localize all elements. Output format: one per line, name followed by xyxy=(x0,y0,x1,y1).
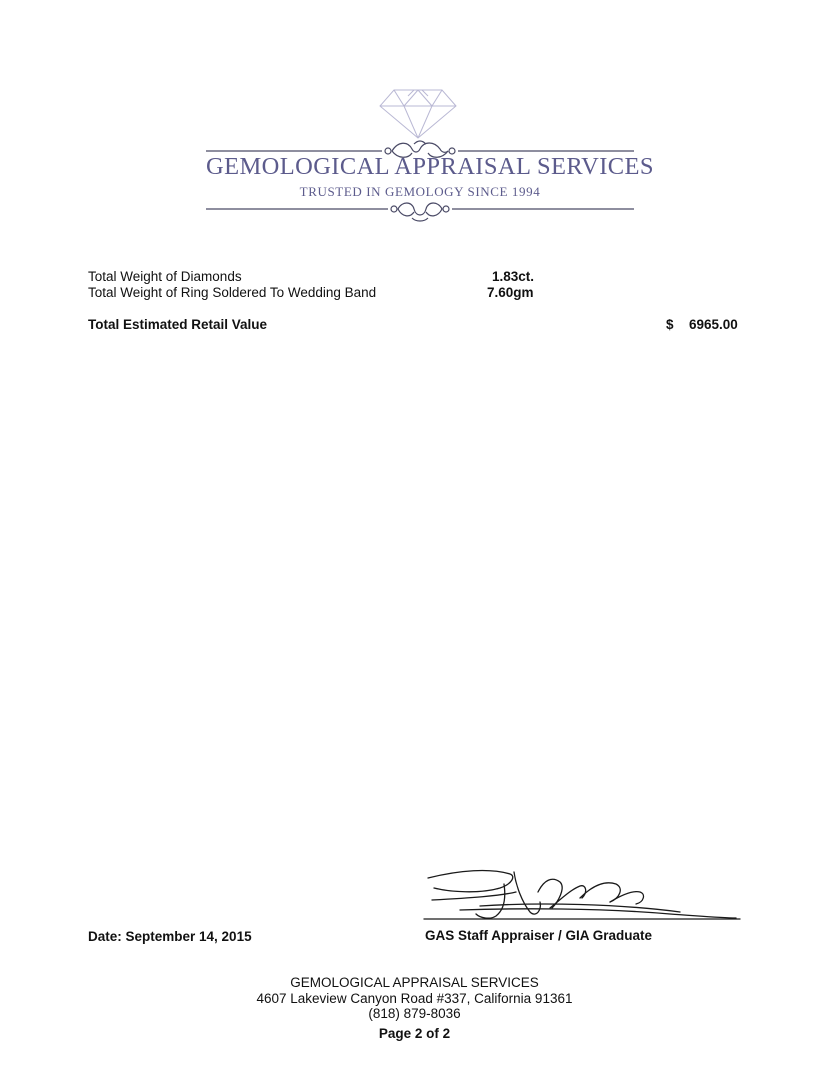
scroll-ornament-icon xyxy=(206,198,634,224)
total-weight-diamonds-value: 1.83ct. xyxy=(492,269,535,284)
footer-company-name: GEMOLOGICAL APPRAISAL SERVICES xyxy=(290,975,539,990)
footer-phone: (818) 879-8036 xyxy=(368,1006,461,1021)
total-weight-ring-value: 7.60gm xyxy=(487,285,534,300)
total-weight-ring-label: Total Weight of Ring Soldered To Wedding Band xyxy=(88,285,377,300)
company-name-heading: GEMOLOGICAL APPRAISAL SERVICES xyxy=(206,153,654,180)
page-number: Page 2 of 2 xyxy=(378,1026,451,1041)
diamond-icon xyxy=(374,84,462,140)
footer-address: 4607 Lakeview Canyon Road #337, California 91361 xyxy=(256,991,573,1006)
total-retail-value-amount: 6965.00 xyxy=(689,317,738,332)
signature-image xyxy=(420,862,742,924)
company-tagline: TRUSTED IN GEMOLOGY SINCE 1994 xyxy=(299,184,541,199)
total-weight-diamonds-label: Total Weight of Diamonds xyxy=(88,269,242,284)
total-retail-value-label: Total Estimated Retail Value xyxy=(88,317,268,332)
appraisal-date: Date: September 14, 2015 xyxy=(88,929,252,944)
appraiser-title: GAS Staff Appraiser / GIA Graduate xyxy=(425,928,653,943)
currency-symbol: $ xyxy=(666,317,674,332)
